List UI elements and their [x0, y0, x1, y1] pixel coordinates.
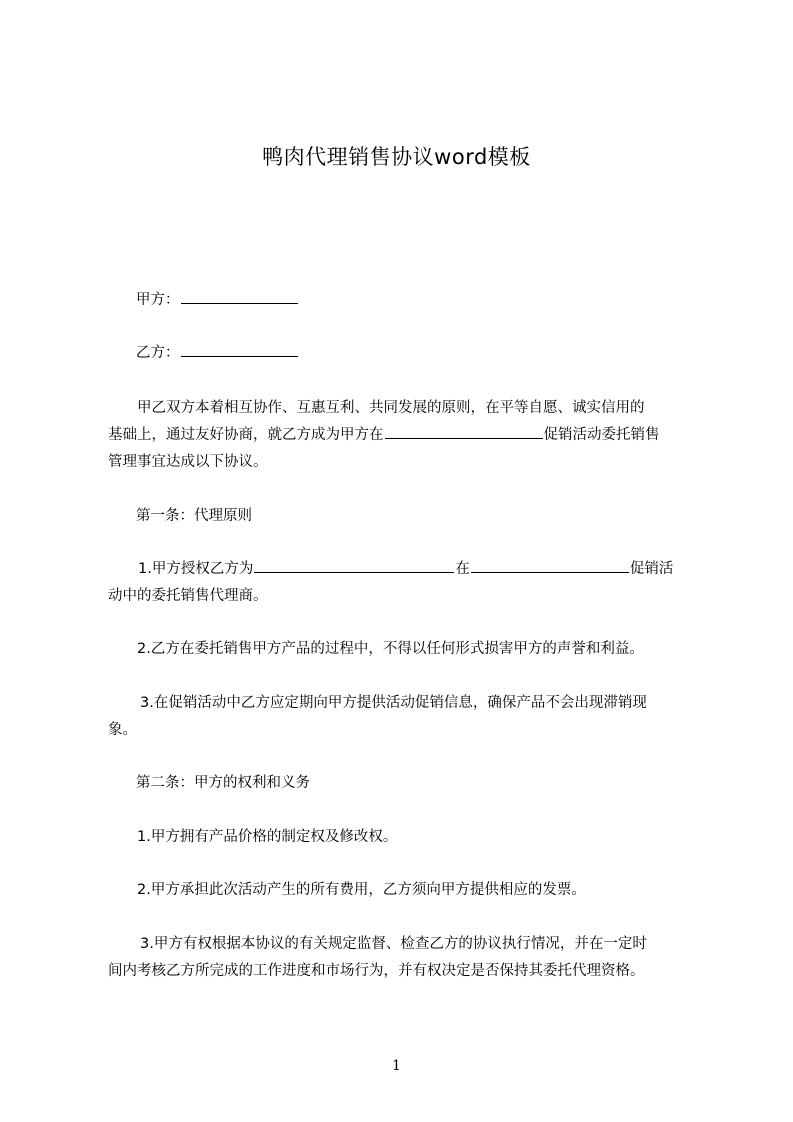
article-2-item-1: 1.甲方拥有产品价格的制定权及修改权。	[137, 829, 398, 845]
article-2-heading: 第二条：甲方的权利和义务	[136, 775, 310, 791]
agent-scope-blank[interactable]	[254, 558, 454, 573]
article-2-item-2: 2.甲方承担此次活动产生的所有费用，乙方须向甲方提供相应的发票。	[137, 882, 586, 898]
article-1-heading: 第一条：代理原则	[136, 508, 252, 524]
page-number: 1	[392, 1058, 401, 1074]
article-2-item-3-line-2: 间内考核乙方所完成的工作进度和市场行为，并有权决定是否保持其委托代理资格。	[108, 963, 645, 979]
article-1-item-1-text-b: 在	[455, 561, 470, 577]
intro-line-2	[108, 424, 660, 446]
intro-line-2-text-b: 促销活动委托销售	[543, 427, 660, 443]
party-b-blank[interactable]	[181, 342, 298, 357]
location-blank[interactable]	[471, 558, 629, 573]
intro-line-1: 甲乙双方本着相互协作、互惠互利、共同发展的原则，在平等自愿、诚实信用的	[137, 400, 645, 416]
article-1-item-3-line-1: 3.在促销活动中乙方应定期向甲方提供活动促销信息，确保产品不会出现滞销现	[140, 695, 647, 711]
document-title: 鸭肉代理销售协议word模板	[262, 145, 531, 169]
article-1-item-1-text-c: 促销活	[629, 561, 674, 577]
promotion-activity-blank[interactable]	[385, 424, 543, 439]
article-1-item-1-cont: 动中的委托销售代理商。	[108, 588, 268, 604]
party-a-label: 甲方：	[136, 292, 180, 308]
party-a-line	[136, 289, 299, 311]
article-1-item-3-line-2: 象。	[108, 722, 137, 738]
article-1-item-2: 2.乙方在委托销售甲方产品的过程中，不得以任何形式损害甲方的声誉和利益。	[137, 641, 644, 657]
party-a-blank[interactable]	[181, 289, 298, 304]
party-b-label: 乙方：	[136, 345, 180, 361]
article-1-item-1	[138, 558, 673, 580]
intro-line-2-text-a: 基础上，通过友好协商，就乙方成为甲方在	[108, 427, 384, 443]
article-1-item-1-text-a: 1.甲方授权乙方为	[138, 561, 254, 577]
party-b-line	[136, 342, 299, 364]
intro-line-3: 管理事宜达成以下协议。	[108, 454, 268, 470]
article-2-item-3-line-1: 3.甲方有权根据本协议的有关规定监督、检查乙方的协议执行情况，并在一定时	[140, 936, 647, 952]
